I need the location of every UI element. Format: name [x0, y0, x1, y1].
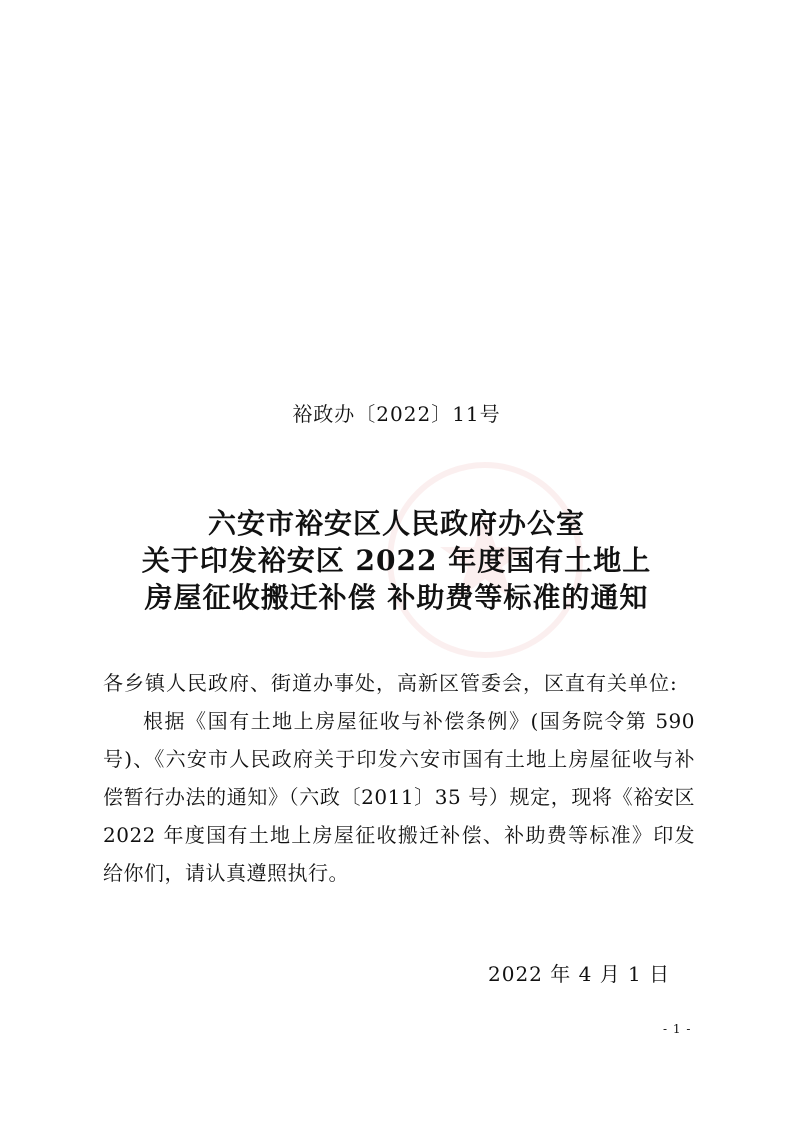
- title-line-3: 房屋征收搬迁补偿 补助费等标准的通知: [144, 581, 649, 614]
- issue-date: 2022 年 4 月 1 日: [488, 962, 671, 986]
- document-number: 裕政办〔2022〕11号: [292, 402, 501, 426]
- body-paragraph: 根据《国有土地上房屋征收与补偿条例》(国务院令第 590 号)、《六安市人民政府关于印发六安市国有土地上房屋征收与补偿暂行办法的通知》（六政〔2011〕35 号）规定，现将《裕安区 2022 年度国有土地上房屋征收搬迁补偿、补助费等标准》印发给你们，请认真遵照执行。: [103, 709, 695, 885]
- recipients-line: 各乡镇人民政府、街道办事处，高新区管委会，区直有关单位:: [103, 671, 678, 695]
- document-title: [60, 505, 733, 616]
- title-line-2: 关于印发裕安区 2022 年度国有土地上: [141, 544, 652, 577]
- page-number: - 1 -: [663, 1022, 692, 1036]
- document-body: [103, 664, 695, 892]
- title-line-1: 六安市裕安区人民政府办公室: [207, 507, 585, 540]
